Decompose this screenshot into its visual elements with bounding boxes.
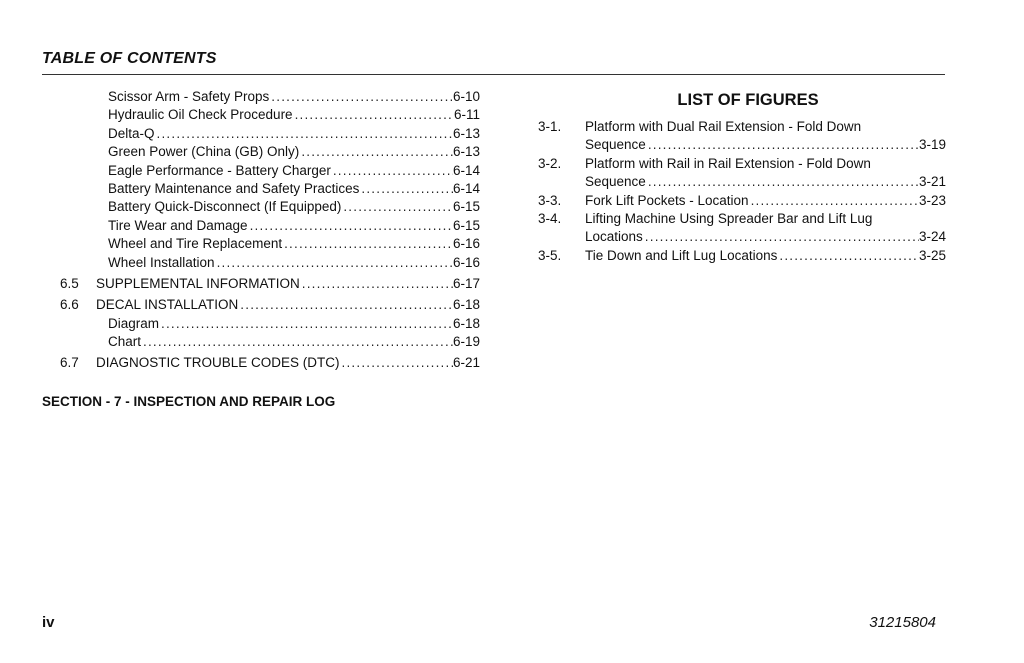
figure-title-line: Sequence — [585, 174, 646, 190]
figure-title-line: Fork Lift Pockets - Location — [585, 192, 749, 208]
figure-entry-line — [538, 136, 946, 154]
figure-page: 3-24 — [918, 229, 946, 245]
figure-number: 3-4. — [538, 210, 562, 226]
toc-section-entry[interactable] — [42, 275, 480, 293]
figure-entry-line — [538, 247, 946, 265]
toc-entry-page: 6-15 — [452, 199, 480, 215]
toc-entry-label: Chart — [108, 334, 142, 350]
toc-entry-page: 6-18 — [452, 315, 480, 331]
dot-leader — [646, 136, 919, 154]
figure-entry[interactable] — [538, 210, 946, 247]
figure-entry[interactable] — [538, 155, 946, 192]
toc-entry-label: Delta-Q — [108, 125, 155, 141]
figure-page: 3-21 — [918, 174, 946, 190]
dot-leader — [359, 180, 453, 198]
figure-number: 3-1. — [538, 119, 562, 134]
toc-entry-page: 6-19 — [452, 334, 480, 350]
toc-entry-page: 6-15 — [452, 217, 480, 233]
figure-number: 3-5. — [538, 247, 562, 263]
toc-entry-page: 6-16 — [452, 254, 480, 270]
toc-entry-label: Hydraulic Oil Check Procedure — [108, 107, 293, 123]
dot-leader — [646, 173, 919, 191]
toc-entry[interactable] — [42, 125, 480, 143]
figure-title-line: Platform with Rail in Rail Extension - Fold Down — [585, 155, 871, 171]
section-7-heading[interactable]: SECTION - 7 - INSPECTION AND REPAIR LOG — [42, 394, 336, 409]
figure-page: 3-23 — [918, 192, 946, 208]
dot-leader — [777, 247, 919, 265]
toc-entry-page: 6-16 — [452, 236, 480, 252]
toc-entry-number: 6.7 — [60, 355, 79, 371]
figure-entry-line — [538, 118, 946, 136]
list-of-figures-heading: LIST OF FIGURES — [677, 91, 819, 109]
toc-entry-number: 6.5 — [60, 275, 79, 291]
toc-entry-page: 6-11 — [453, 107, 480, 123]
toc-entry[interactable] — [42, 180, 480, 198]
dot-leader — [643, 228, 919, 246]
toc-section-entry[interactable] — [42, 354, 480, 372]
figure-title-line: Tie Down and Lift Lug Locations — [585, 247, 778, 263]
dot-leader — [293, 106, 454, 124]
figure-entry[interactable] — [538, 192, 946, 210]
page-number: iv — [42, 614, 55, 631]
document-number: 31215804 — [869, 614, 936, 631]
toc-entry-label: Green Power (China (GB) Only) — [108, 144, 300, 160]
dot-leader — [269, 88, 453, 106]
toc-entry-page: 6-17 — [452, 275, 480, 291]
list-of-figures — [538, 88, 946, 265]
toc-entry-label: Diagram — [108, 315, 160, 331]
figure-page: 3-19 — [918, 137, 946, 153]
toc-entry[interactable] — [42, 254, 480, 272]
toc-entry[interactable] — [42, 217, 480, 235]
figure-title-line: Locations — [585, 229, 643, 245]
figure-title-line: Sequence — [585, 137, 646, 153]
figure-entry-line — [538, 173, 946, 191]
figure-entry-line — [538, 228, 946, 246]
figure-entry[interactable] — [538, 247, 946, 265]
table-of-contents — [42, 88, 480, 373]
toc-entry-page: 6-10 — [452, 89, 480, 104]
dot-leader — [282, 235, 453, 253]
toc-entry-label: Eagle Performance - Battery Charger — [108, 162, 331, 178]
toc-entry[interactable] — [42, 88, 480, 106]
dot-leader — [749, 192, 919, 210]
toc-entry-page: 6-18 — [452, 297, 480, 313]
toc-entry[interactable] — [42, 333, 480, 351]
toc-entry-label: SUPPLEMENTAL INFORMATION — [96, 275, 300, 291]
dot-leader — [340, 354, 453, 372]
toc-entry-page: 6-13 — [452, 144, 480, 160]
toc-entry[interactable] — [42, 106, 480, 124]
toc-entry[interactable] — [42, 198, 480, 216]
dot-leader — [155, 125, 453, 143]
toc-entry-label: DECAL INSTALLATION — [96, 297, 239, 313]
header-divider — [42, 74, 945, 75]
toc-entry[interactable] — [42, 143, 480, 161]
dot-leader — [248, 217, 453, 235]
toc-section-entry[interactable] — [42, 296, 480, 314]
figure-entry-line — [538, 210, 946, 228]
toc-entry-number: 6.6 — [60, 297, 79, 313]
toc-entry[interactable] — [42, 235, 480, 253]
toc-entry-page: 6-21 — [452, 355, 480, 371]
toc-entry-page: 6-14 — [452, 162, 480, 178]
figure-entry-line — [538, 192, 946, 210]
toc-entry[interactable] — [42, 162, 480, 180]
toc-entry-label: Scissor Arm - Safety Props — [108, 89, 270, 104]
dot-leader — [159, 315, 453, 333]
toc-entry-page: 6-13 — [452, 125, 480, 141]
page-header-title: TABLE OF CONTENTS — [42, 50, 217, 67]
figure-title-line: Lifting Machine Using Spreader Bar and Lift Lug — [585, 210, 873, 226]
dot-leader — [299, 143, 453, 161]
figure-number: 3-2. — [538, 155, 562, 171]
toc-entry-label: Tire Wear and Damage — [108, 217, 248, 233]
toc-entry-page: 6-14 — [452, 180, 480, 196]
toc-entry-label: Wheel Installation — [108, 254, 215, 270]
figure-entry-line — [538, 155, 946, 173]
figure-page: 3-25 — [918, 247, 946, 263]
dot-leader — [215, 254, 453, 272]
dot-leader — [331, 162, 453, 180]
figure-title-line: Platform with Dual Rail Extension - Fold Down — [585, 119, 862, 134]
toc-entry-label: DIAGNOSTIC TROUBLE CODES (DTC) — [96, 355, 340, 371]
figure-entry[interactable] — [538, 118, 946, 155]
toc-entry[interactable] — [42, 315, 480, 333]
dot-leader — [341, 198, 453, 216]
toc-entry-label: Battery Quick-Disconnect (If Equipped) — [108, 199, 342, 215]
dot-leader — [300, 275, 453, 293]
dot-leader — [141, 333, 453, 351]
dot-leader — [238, 296, 453, 314]
figure-number: 3-3. — [538, 192, 562, 208]
toc-entry-label: Battery Maintenance and Safety Practices — [108, 180, 360, 196]
toc-entry-label: Wheel and Tire Replacement — [108, 236, 283, 252]
